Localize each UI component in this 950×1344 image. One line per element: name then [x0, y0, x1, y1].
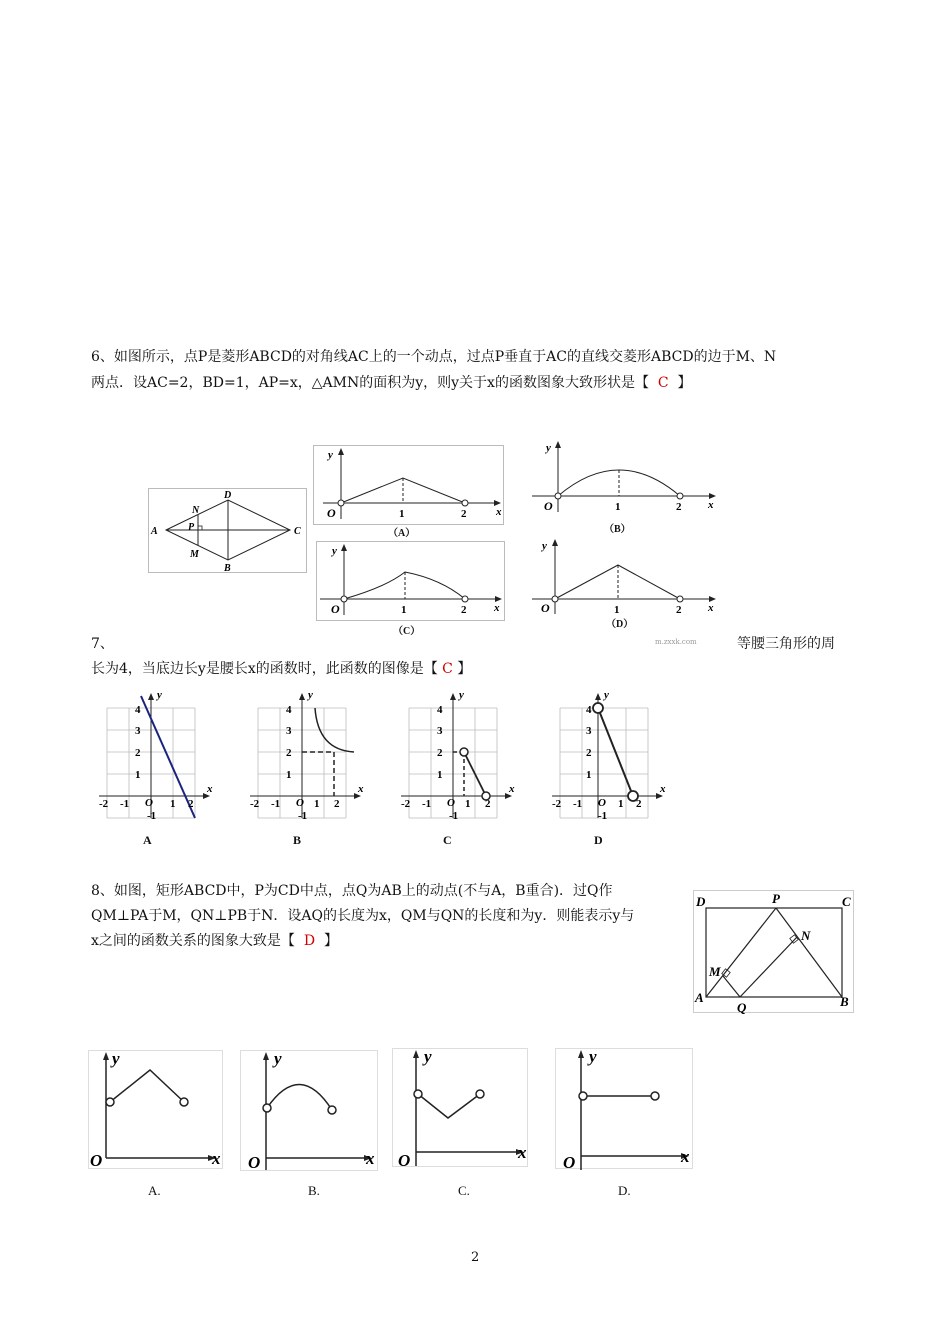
axis-y: y: [546, 442, 551, 454]
axis-y: y: [328, 449, 333, 461]
tick-1: 1: [314, 798, 320, 810]
tick-y3: 3: [135, 725, 141, 737]
q7-letter-b: B: [293, 833, 302, 847]
q7-letter-d: D: [594, 833, 603, 847]
tick-2: 2: [676, 604, 682, 616]
tick-y1: 1: [437, 769, 443, 781]
rhombus-label-N: N: [192, 505, 200, 516]
q6-caption-d: （D）: [606, 619, 634, 630]
axis-x: x: [212, 1149, 221, 1168]
tick-y2: 2: [437, 747, 443, 759]
tick-y4: 4: [286, 704, 292, 716]
rect-label-Q: Q: [737, 1000, 747, 1015]
q8-caption-d: D.: [618, 1183, 631, 1198]
q6-caption-b: （B）: [604, 524, 631, 535]
q7-answer: [438, 661, 458, 677]
tick-y-neg1: -1: [449, 810, 459, 822]
tick-y1: 1: [286, 769, 292, 781]
tick-y3: 3: [437, 725, 443, 737]
axis-origin: O: [544, 499, 553, 513]
origin: O: [145, 797, 153, 809]
origin: O: [598, 797, 606, 809]
q6-graph-a: [313, 445, 505, 525]
rhombus-label-M: M: [190, 549, 199, 560]
tick-neg2: -2: [250, 798, 260, 810]
tick-neg1: -1: [120, 798, 130, 810]
tick-1: 1: [170, 798, 176, 810]
axis-x: x: [366, 1149, 375, 1168]
axis-origin: O: [90, 1151, 103, 1170]
rhombus-label-A: A: [151, 526, 158, 537]
q6-answer-letter: C: [657, 375, 669, 391]
axis-origin: O: [331, 602, 340, 616]
q8-line2: QM⊥PA于M，QN⊥PB于N．设AQ的长度为x，QM与QN的长度和为y．则能表示y与: [91, 908, 635, 924]
q7-graph-d: [550, 688, 672, 820]
axis-y: y: [459, 689, 464, 701]
tick-1: 1: [401, 604, 407, 616]
axis-x: x: [518, 1143, 527, 1162]
tick-1: 1: [615, 501, 621, 513]
rhombus-label-C: C: [294, 526, 301, 537]
tick-2: 2: [636, 798, 642, 810]
axis-x: x: [509, 783, 515, 795]
origin: O: [296, 797, 304, 809]
axis-y: y: [424, 1047, 432, 1066]
q6-bracket-close: 】: [677, 375, 692, 391]
tick-1: 1: [618, 798, 624, 810]
tick-2: 2: [188, 798, 194, 810]
page-number: 2: [471, 1250, 480, 1265]
rect-label-N: N: [801, 928, 811, 943]
q7-line2-text: 长为4，当底边长y是腰长x的函数时，此函数的图像是【: [91, 661, 438, 677]
q8-answer: [295, 933, 324, 949]
tick-neg2: -2: [401, 798, 411, 810]
watermark: m.zxxk.com: [655, 638, 697, 646]
tick-y4: 4: [135, 704, 141, 716]
q7-graph-c: [399, 688, 517, 820]
tick-neg2: -2: [99, 798, 109, 810]
tick-y2: 2: [286, 747, 292, 759]
tick-y1: 1: [135, 769, 141, 781]
tick-neg1: -1: [271, 798, 281, 810]
tick-neg1: -1: [422, 798, 432, 810]
q7-letter-a: A: [143, 833, 152, 847]
axis-origin: O: [248, 1153, 261, 1172]
q6-rhombus-figure: [148, 488, 308, 574]
tick-y-neg1: -1: [298, 810, 308, 822]
q8-graph-d: [555, 1048, 697, 1172]
tick-neg1: -1: [573, 798, 583, 810]
q7-graph-a: [97, 688, 215, 820]
tick-2: 2: [334, 798, 340, 810]
rect-label-A: A: [695, 990, 704, 1005]
axis-origin: O: [327, 506, 336, 520]
tick-2: 2: [461, 604, 467, 616]
tick-1: 1: [614, 604, 620, 616]
q6-caption-c: （C）: [393, 626, 421, 637]
axis-x: x: [681, 1147, 690, 1166]
q7-bracket-close: 】: [457, 661, 472, 677]
tick-y4: 4: [586, 704, 592, 716]
tick-neg2: -2: [552, 798, 562, 810]
q6-graph-b: [528, 438, 720, 520]
rect-label-B: B: [840, 994, 849, 1009]
tick-y4: 4: [437, 704, 443, 716]
rect-label-P: P: [772, 891, 780, 906]
q7-line2: [91, 657, 471, 681]
rect-label-D: D: [696, 894, 706, 909]
q6-line1: 6、如图所示，点P是菱形ABCD的对角线AC上的一个动点，过点P垂直于AC的直线交菱形ABCD的边于M、N: [91, 349, 777, 365]
q8-bracket-close: 】: [323, 933, 338, 949]
q7-answer-letter: C: [442, 661, 453, 677]
rhombus-label-B: B: [224, 563, 231, 574]
tick-y3: 3: [586, 725, 592, 737]
q8-line3: [91, 929, 338, 953]
axis-origin: O: [398, 1151, 411, 1170]
tick-y3: 3: [286, 725, 292, 737]
tick-y-neg1: -1: [598, 810, 608, 822]
tick-1: 1: [465, 798, 471, 810]
axis-y: y: [308, 689, 313, 701]
q8-caption-b: B.: [308, 1183, 320, 1198]
q8-line1: 8、如图，矩形ABCD中，P为CD中点，点Q为AB上的动点(不与A，B重合)．过Q作: [91, 883, 613, 899]
q8-graph-a: [88, 1050, 226, 1172]
q7-letter-c: C: [443, 833, 452, 847]
tick-y1: 1: [586, 769, 592, 781]
tick-1: 1: [399, 508, 405, 520]
rhombus-label-P: P: [188, 522, 195, 533]
axis-x: x: [496, 506, 502, 518]
q6-graph-c: [316, 541, 506, 621]
axis-x: x: [660, 783, 666, 795]
tick-y2: 2: [135, 747, 141, 759]
q8-answer-letter: D: [303, 933, 316, 949]
tick-2: 2: [676, 501, 682, 513]
q8-caption-c: C.: [458, 1183, 470, 1198]
axis-y: y: [604, 689, 609, 701]
axis-origin: O: [541, 601, 550, 615]
axis-y: y: [112, 1049, 120, 1068]
q8-graph-b: [240, 1050, 382, 1174]
axis-y: y: [589, 1047, 597, 1066]
q7-number: 7、: [91, 636, 114, 652]
axis-y: y: [332, 545, 337, 557]
rect-label-C: C: [842, 894, 851, 909]
axis-x: x: [494, 602, 500, 614]
tick-2: 2: [485, 798, 491, 810]
axis-y: y: [542, 540, 547, 552]
tick-y2: 2: [586, 747, 592, 759]
q6-line2-text: 两点．设AC=2，BD=1，AP=x，△AMN的面积为y，则y关于x的函数图象大致形状是【: [91, 375, 649, 391]
q8-caption-a: A.: [148, 1183, 161, 1198]
axis-y: y: [274, 1049, 282, 1068]
q7-graph-b: [248, 688, 366, 820]
rect-label-M: M: [709, 964, 721, 979]
axis-x: x: [708, 499, 714, 511]
rhombus-label-D: D: [224, 490, 232, 501]
axis-y: y: [157, 689, 162, 701]
q8-line3-text: x之间的函数关系的图象大致是【: [91, 933, 295, 949]
tick-y-neg1: -1: [147, 810, 157, 822]
q6-line2: [91, 371, 691, 395]
axis-x: x: [358, 783, 364, 795]
q8-graph-c: [392, 1048, 532, 1170]
origin: O: [447, 797, 455, 809]
q6-caption-a: （A）: [388, 528, 416, 539]
q6-graph-d: [528, 536, 720, 618]
axis-origin: O: [563, 1153, 576, 1172]
axis-x: x: [708, 602, 714, 614]
q6-answer: [649, 375, 678, 391]
q7-line1-end: 等腰三角形的周: [737, 636, 835, 652]
q8-rectangle-figure: [693, 890, 855, 1014]
axis-x: x: [207, 783, 213, 795]
tick-2: 2: [461, 508, 467, 520]
